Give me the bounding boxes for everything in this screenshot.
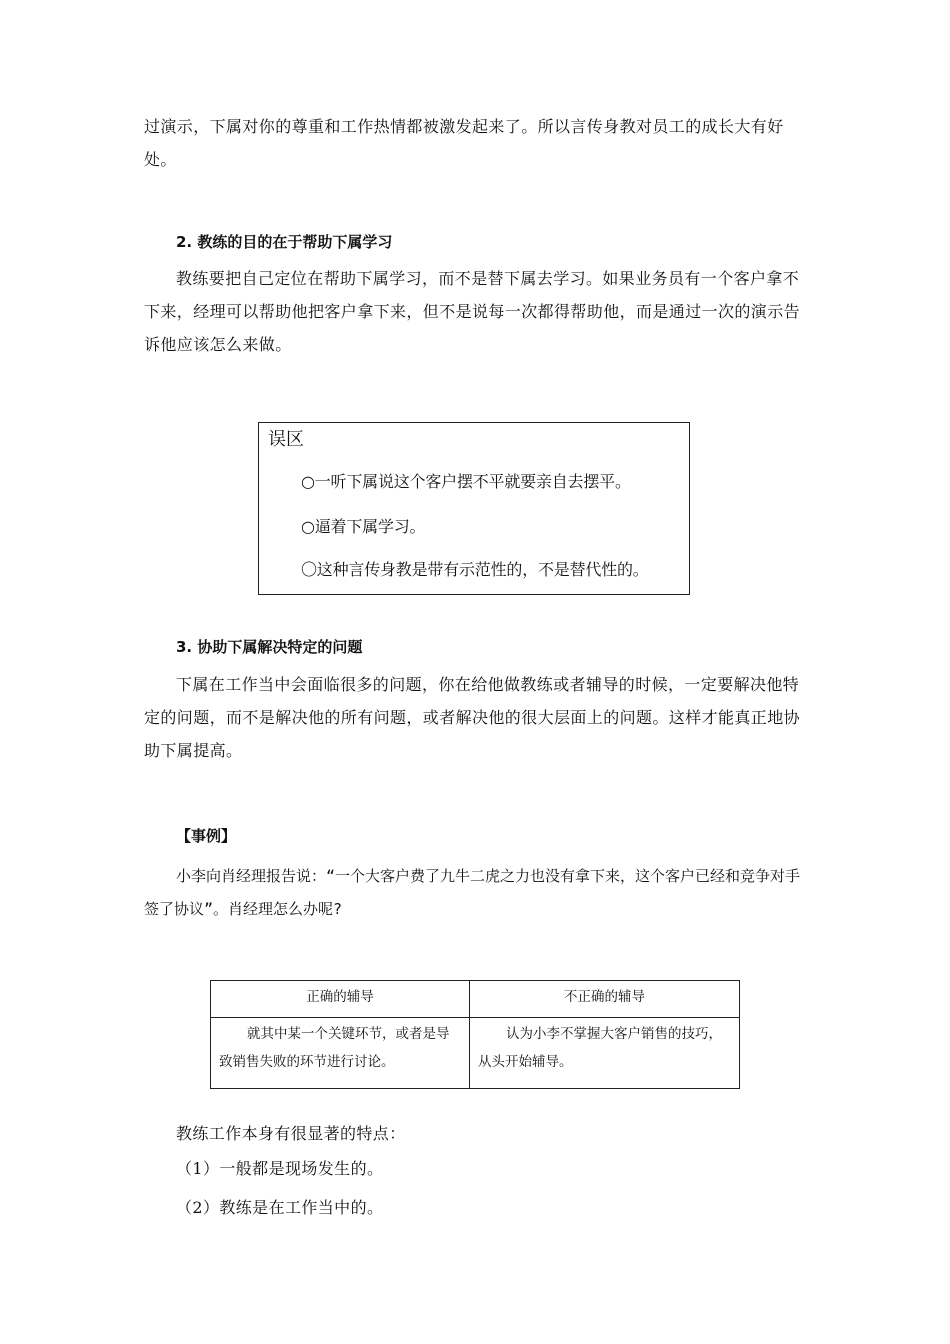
case-label: 【事例】 [176, 827, 237, 845]
table-header-incorrect: 不正确的辅导 [470, 981, 740, 1018]
pitfall-item: ○一听下属说这个客户摆不平就要亲自去摆平。 [301, 472, 631, 491]
pitfall-item: ○逼着下属学习。 [301, 517, 426, 536]
comparison-table [210, 980, 740, 1089]
section-2-heading: 2. 教练的目的在于帮助下属学习 [176, 233, 393, 251]
case-text: 小李向肖经理报告说：“一个大客户费了九牛二虎之力也没有拿下来，这个客户已经和竞争对手签了协议”。肖经理怎么办呢? [144, 867, 801, 918]
pitfalls-box [258, 422, 690, 595]
table-header-row [211, 981, 740, 1018]
feature-item: （2）教练是在工作当中的。 [176, 1198, 384, 1217]
intro-paragraph: 过演示，下属对你的尊重和工作热情都被激发起来了。所以言传身教对员工的成长大有好处。 [144, 117, 784, 169]
section-3-body: 下属在工作当中会面临很多的问题，你在给他做教练或者辅导的时候，一定要解决他特定的问题，而不是解决他的所有问题，或者解决他的很大层面上的问题。这样才能真正地协助下属提高。 [144, 675, 801, 760]
feature-item: （1）一般都是现场发生的。 [176, 1159, 384, 1178]
section-2-body: 教练要把自己定位在帮助下属学习，而不是替下属去学习。如果业务员有一个客户拿不下来，经理可以帮助他把客户拿下来，但不是说每一次都得帮助他，而是通过一次的演示告诉他应该怎么来做。 [144, 269, 801, 354]
table-cell-correct: 就其中某一个关键环节，或者是导致销售失败的环节进行讨论。 [211, 1018, 470, 1089]
table-header-correct: 正确的辅导 [211, 981, 470, 1018]
table-cell-incorrect: 认为小李不掌握大客户销售的技巧，从头开始辅导。 [470, 1018, 740, 1089]
pitfalls-title: 误区 [268, 429, 304, 450]
section-3-heading: 3. 协助下属解决特定的问题 [176, 638, 363, 656]
table-row [211, 1018, 740, 1089]
pitfall-item: 〇这种言传身教是带有示范性的，不是替代性的。 [301, 560, 649, 579]
features-intro: 教练工作本身有很显著的特点： [176, 1124, 406, 1143]
